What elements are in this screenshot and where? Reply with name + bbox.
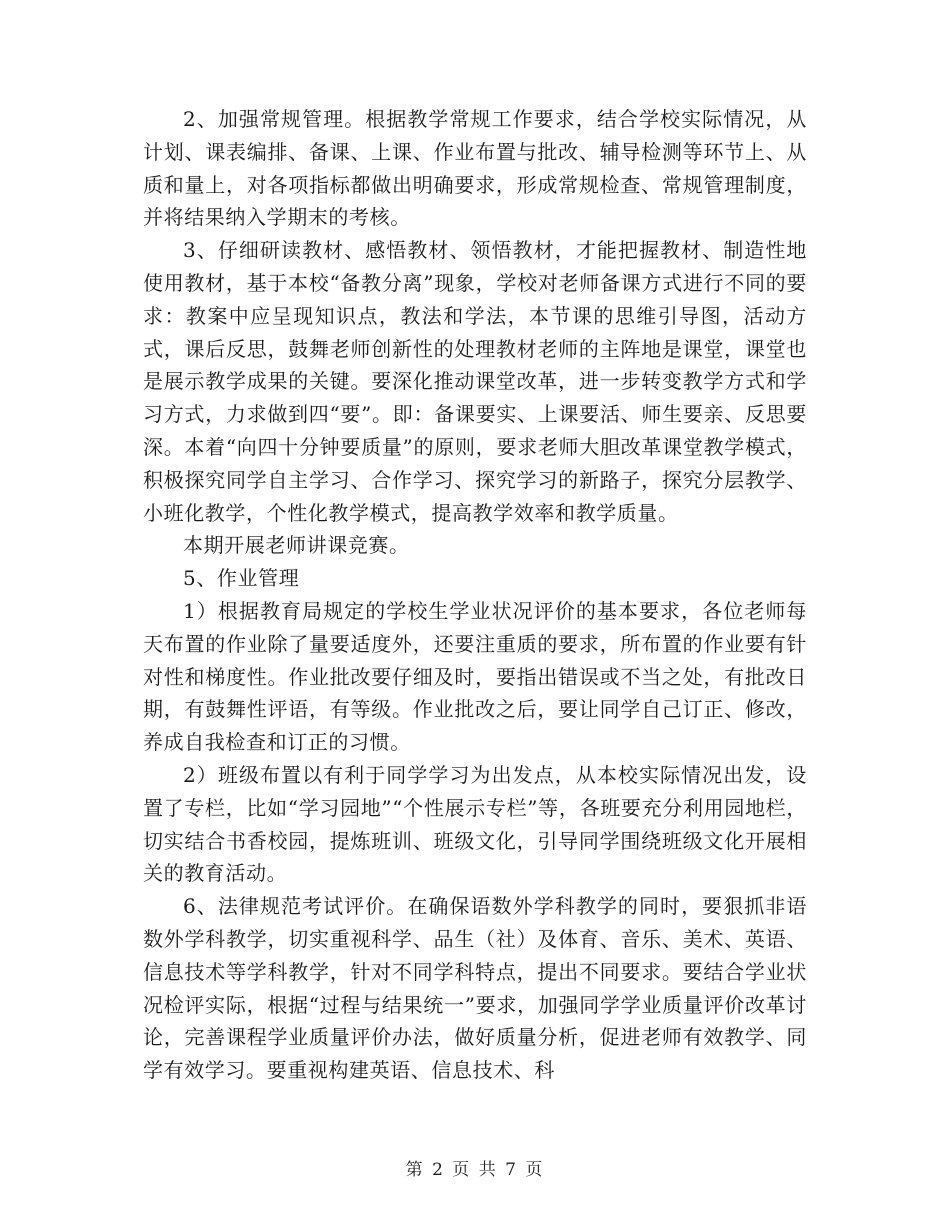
paragraph-class-layout: 2）班级布置以有利于同学学习为出发点，从本校实际情况出发，设置了专栏，比如“学习园地”“个性展示专栏”等，各班要充分利用园地栏，切实结合书香校园，提炼班训、班级文化，引导同学围绕班级文化开展相关的教育活动。 (143, 762, 807, 886)
document-body (143, 103, 807, 1087)
paragraph-teaching-contest: 本期开展老师讲课竞赛。 (183, 533, 410, 558)
paragraph-textbook-study: 3、仔细研读教材、感悟教材、领悟教材，才能把握教材、制造性地使用教材，基于本校“备教分离”现象，学校对老师备课方式进行不同的要求：教案中应呈现知识点，教法和学法，本节课的思维引导图，活动方式，课后反思，鼓舞老师创新性的处理教材老师的主阵地是课堂，课堂也是展示教学成果的关键。要深化推动课堂改革，进一步转变教学方式和学习方式，力求做到四“要”。即：备课要实、上课要活、师生要亲、反思要深。本着“向四十分钟要质量”的原则，要求老师大胆改革课堂教学模式，积极探究同学自主学习、合作学习、探究学习的新路子，探究分层教学、小班化教学，个性化教学模式，提高教学效率和教学质量。 (143, 238, 807, 525)
page-number-footer: 第 2 页 共 7 页 (405, 1160, 545, 1180)
paragraph-homework-rules: 1）根据教育局规定的学校生学业状况评价的基本要求，各位老师每天布置的作业除了量要适度外，还要注重质的要求，所布置的作业要有针对性和梯度性。作业批改要仔细及时，要指出错误或不当之处，有批改日期，有鼓舞性评语，有等级。作业批改之后，要让同学自己订正、修改，养成自我检查和订正的习惯。 (143, 598, 807, 755)
paragraph-routine-management: 2、加强常规管理。根据教学常规工作要求，结合学校实际情况，从计划、课表编排、备课、上课、作业布置与批改、辅导检测等环节上、从质和量上，对各项指标都做出明确要求，形成常规检查、常规管理制度，并将结果纳入学期末的考核。 (143, 107, 807, 230)
heading-homework-management: 5、作业管理 (183, 566, 300, 591)
paragraph-exam-evaluation: 6、法律规范考试评价。在确保语数外学科教学的同时，要狠抓非语数外学科教学，切实重视科学、品生（社）及体育、音乐、美术、英语、信息技术等学科教学，针对不同学科特点，提出不同要求。要结合学业状况检评实际，根据“过程与结果统一”要求，加强同学学业质量评价改革讨论，完善课程学业质量评价办法，做好质量分析，促进老师有效教学、同学有效学习。要重视构建英语、信息技术、科 (143, 894, 807, 1083)
